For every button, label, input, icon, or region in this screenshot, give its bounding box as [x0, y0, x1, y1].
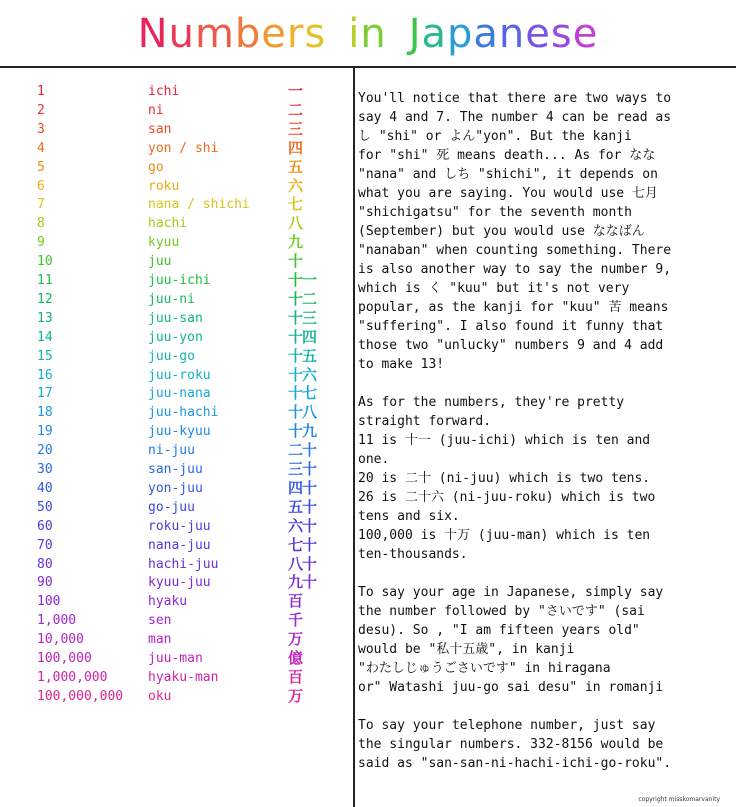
number-kanji: 十三 [288, 308, 317, 327]
note-line: To say your telephone number, just say [358, 718, 656, 733]
note-line: the number followed by "さいです" (sai [358, 604, 645, 619]
number-romaji: kyuu [148, 235, 180, 251]
number-romaji: ni [148, 102, 164, 118]
number-row [0, 498, 352, 517]
title-letter: s [550, 11, 573, 57]
number-kanji: 一 [288, 82, 303, 100]
number-kanji: 億 [288, 649, 303, 667]
number-row [0, 555, 352, 574]
number-romaji: hyaku-man [148, 669, 219, 685]
number-romaji: hachi [148, 216, 188, 232]
number-romaji: juu-yon [148, 329, 203, 345]
number-kanji: 十七 [288, 384, 317, 403]
number-romaji: juu-nana [148, 386, 211, 402]
number-value: 10 [37, 254, 53, 270]
number-value: 10,000 [37, 632, 84, 648]
title-letter: e [261, 11, 287, 57]
number-row [0, 233, 352, 252]
number-value: 16 [37, 367, 53, 383]
number-row [0, 139, 352, 158]
note-line: To say your age in Japanese, simply say [358, 585, 664, 600]
number-value: 8 [37, 216, 45, 232]
number-value: 1,000,000 [37, 669, 108, 685]
number-row [0, 271, 352, 290]
title-letter: s [304, 11, 327, 57]
number-romaji: man [148, 632, 172, 648]
number-romaji: san-juu [148, 462, 203, 477]
title-letter: n [360, 11, 387, 57]
note-line: those two "unlucky" numbers 9 and 4 add [358, 338, 664, 353]
number-kanji: 十四 [288, 327, 317, 346]
notes-paragraph-telephone [358, 716, 730, 773]
note-line: 100,000 is 十万 (juu-man) which is ten [358, 528, 651, 543]
number-kanji: 六 [288, 176, 303, 195]
number-kanji: 十一 [288, 271, 317, 289]
number-row [0, 573, 352, 592]
note-line: "suffering". I also found it funny that [358, 319, 664, 334]
note-line: ten-thousands. [358, 547, 468, 562]
number-value: 7 [37, 197, 45, 213]
number-kanji: 五十 [288, 497, 317, 516]
number-kanji: 九 [288, 233, 303, 252]
note-line: "nanaban" when counting something. There [358, 243, 672, 258]
note-line: tens and six. [358, 509, 460, 524]
number-value: 40 [37, 480, 53, 496]
number-romaji: juu-kyuu [148, 424, 211, 440]
number-romaji: nana / shichi [148, 197, 250, 213]
note-line: which is く "kuu" but it's not very [358, 281, 630, 296]
number-value: 14 [37, 329, 53, 345]
number-romaji: juu-go [148, 348, 195, 364]
number-romaji: nana-juu [148, 537, 211, 553]
number-row [0, 290, 352, 309]
note-line: or" Watashi juu-go sai desu" in romanji [358, 680, 664, 695]
number-row [0, 592, 352, 611]
number-row [0, 479, 352, 498]
number-kanji: 万 [288, 630, 303, 649]
title-letter: b [234, 11, 262, 57]
note-line: "shichigatsu" for the seventh month [358, 205, 632, 220]
number-kanji: 三十 [288, 460, 317, 478]
title-letter [387, 6, 409, 62]
note-line: 11 is 十一 (juu-ichi) which is ten and [358, 433, 651, 448]
number-romaji: juu-ichi [148, 273, 211, 288]
number-row [0, 536, 352, 555]
title-letter: N [137, 11, 169, 57]
number-romaji: roku-juu [148, 518, 211, 534]
number-value: 60 [37, 518, 53, 534]
note-line: As for the numbers, they're pretty [358, 395, 625, 410]
number-row [0, 158, 352, 177]
number-value: 20 [37, 443, 53, 459]
title-letter: n [498, 11, 526, 57]
number-row [0, 177, 352, 196]
number-kanji: 十五 [288, 346, 317, 365]
number-value: 3 [37, 121, 45, 137]
title-letter: J [408, 11, 422, 57]
number-value: 9 [37, 235, 45, 251]
number-row [0, 422, 352, 441]
number-value: 13 [37, 310, 53, 326]
note-line: し "shi" or よん"yon". But the kanji [358, 129, 632, 144]
number-kanji: 十八 [288, 403, 317, 422]
title-letter: m [194, 11, 235, 57]
note-line: is also another way to say the number 9, [358, 262, 672, 277]
number-row [0, 441, 352, 460]
number-value: 4 [37, 140, 45, 156]
title-letter: p [447, 11, 474, 57]
number-row [0, 347, 352, 366]
copyright-note: copyright misskomarvanity [638, 796, 720, 803]
number-romaji: yon / shi [148, 140, 219, 156]
note-line: straight forward. [358, 414, 492, 429]
number-kanji: 二十 [288, 441, 317, 460]
note-line: 26 is 二十六 (ni-juu-roku) which is two [358, 490, 656, 505]
number-value: 17 [37, 386, 53, 402]
title-letter: a [473, 11, 499, 57]
number-kanji: 七 [288, 195, 303, 214]
note-line: say 4 and 7. The number 4 can be read as [358, 110, 672, 125]
number-value: 19 [37, 424, 53, 440]
number-romaji: roku [148, 178, 180, 194]
number-romaji: hyaku [148, 594, 188, 610]
column-divider [353, 67, 355, 807]
number-row [0, 101, 352, 120]
note-line: 20 is 二十 (ni-juu) which is two tens. [358, 471, 651, 486]
number-value: 11 [37, 273, 53, 288]
number-kanji: 六十 [288, 516, 317, 535]
number-value: 70 [37, 537, 53, 553]
number-romaji: yon-juu [148, 480, 203, 496]
title-letter: u [168, 11, 195, 57]
number-kanji: 八 [288, 214, 303, 233]
number-row [0, 195, 352, 214]
number-kanji: 八十 [288, 554, 317, 573]
number-romaji: hachi-juu [148, 556, 219, 572]
number-value: 12 [37, 291, 53, 307]
notes-paragraph-compound-numbers [358, 393, 730, 564]
note-line: to make 13! [358, 357, 445, 372]
note-line: would be "私十五歳", in kanji [358, 642, 575, 657]
number-row [0, 630, 352, 649]
number-row [0, 649, 352, 668]
number-value: 18 [37, 405, 53, 421]
number-row [0, 384, 352, 403]
number-romaji: juu-hachi [148, 405, 219, 421]
number-row [0, 309, 352, 328]
number-romaji: san [148, 121, 172, 137]
number-row [0, 366, 352, 385]
number-value: 100,000 [37, 651, 92, 666]
number-row [0, 611, 352, 630]
number-value: 50 [37, 499, 53, 515]
number-value: 2 [37, 102, 45, 118]
number-romaji: sen [148, 613, 172, 629]
number-value: 30 [37, 462, 53, 477]
number-row [0, 214, 352, 233]
note-line: You'll notice that there are two ways to [358, 91, 672, 106]
title-letter: e [525, 11, 551, 57]
number-row [0, 517, 352, 536]
title-letter: i [348, 11, 361, 57]
number-value: 6 [37, 178, 45, 194]
number-romaji: go-juu [148, 499, 195, 515]
number-romaji: juu [148, 254, 172, 270]
number-row [0, 403, 352, 422]
number-value: 80 [37, 556, 53, 572]
number-value: 1,000 [37, 613, 77, 629]
number-row [0, 120, 352, 139]
number-kanji: 万 [288, 686, 303, 705]
note-line: said as "san-san-ni-hachi-ichi-go-roku". [358, 756, 672, 771]
number-kanji: 十九 [288, 422, 317, 441]
number-kanji: 十六 [288, 365, 317, 384]
note-line: one. [358, 452, 390, 467]
number-value: 5 [37, 159, 45, 175]
header-divider [0, 66, 736, 68]
title-letter: a [421, 11, 447, 57]
title-letter: r [286, 11, 305, 57]
title-letter: e [572, 11, 599, 57]
number-romaji: juu-san [148, 310, 203, 326]
note-line: popular, as the kanji for "kuu" 苦 means [358, 300, 669, 315]
number-kanji: 四十 [288, 478, 317, 497]
number-row [0, 687, 352, 706]
notes-paragraph-two-readings [358, 89, 730, 374]
number-value: 1 [37, 84, 45, 99]
number-romaji: go [148, 159, 164, 175]
number-kanji: 九十 [288, 573, 317, 592]
number-romaji: ni-juu [148, 443, 195, 459]
number-value: 100,000,000 [37, 688, 124, 704]
number-romaji: kyuu-juu [148, 575, 211, 591]
number-romaji: juu-roku [148, 367, 211, 383]
number-kanji: 二 [288, 100, 303, 119]
note-line: the singular numbers. 332-8156 would be [358, 737, 664, 752]
number-kanji: 百 [288, 667, 303, 686]
notes-column [358, 89, 730, 773]
number-kanji: 五 [288, 157, 303, 176]
number-romaji: juu-ni [148, 291, 195, 307]
number-value: 100 [37, 594, 61, 610]
number-row [0, 252, 352, 271]
note-line: desu). So , "I am fifteen years old" [358, 623, 640, 638]
number-kanji: 百 [288, 592, 303, 611]
number-row [0, 82, 352, 101]
number-romaji: juu-man [148, 651, 203, 666]
number-value: 90 [37, 575, 53, 591]
number-kanji: 四 [288, 138, 303, 157]
number-row [0, 328, 352, 347]
number-kanji: 十 [288, 252, 303, 271]
note-line: "nana" and しち "shichi", it depends on [358, 167, 658, 182]
number-kanji: 千 [288, 611, 303, 630]
title-letter [326, 6, 348, 62]
note-line: for "shi" 死 means death... As for なな [358, 148, 656, 163]
number-row [0, 460, 352, 479]
number-kanji: 十二 [288, 289, 317, 308]
number-romaji: oku [148, 688, 172, 704]
note-line: "わたしじゅうごさいです" in hiragana [358, 661, 611, 676]
notes-paragraph-age [358, 583, 730, 697]
number-romaji: ichi [148, 84, 180, 99]
number-row [0, 668, 352, 687]
note-line: (September) but you would use ななばん [358, 224, 645, 239]
number-value: 15 [37, 348, 53, 364]
number-kanji: 三 [288, 119, 303, 138]
number-kanji: 七十 [288, 535, 317, 554]
page-title [0, 6, 736, 62]
note-line: what you are saying. You would use 七月 [358, 186, 658, 201]
